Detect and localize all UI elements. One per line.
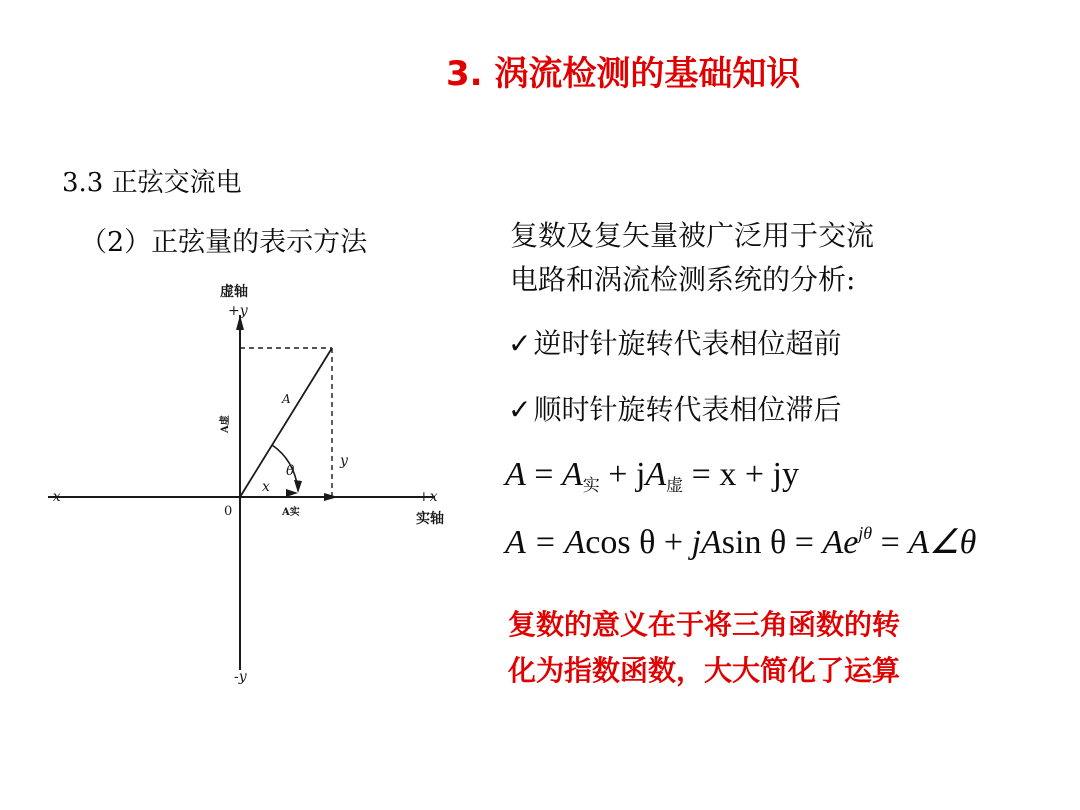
x-projection-arrowhead: [286, 489, 298, 497]
angle-arc-arrowhead: [294, 480, 302, 493]
formula-subscript: 虚: [666, 476, 684, 496]
formula-subscript: 实: [582, 476, 600, 496]
minus-x-label: -x: [48, 489, 61, 505]
formula-operator: =: [786, 524, 823, 561]
intro-paragraph: [510, 214, 1030, 302]
plus-y-label: +y: [228, 303, 248, 319]
formula-symbol: jA: [691, 524, 722, 561]
slide-title: 3. 涡流检测的基础知识: [446, 54, 801, 94]
formula-operator: =: [872, 524, 909, 561]
bullet-phase-lead: [508, 322, 841, 362]
bullet-text: 顺时针旋转代表相位滞后: [533, 393, 842, 426]
intro-line-2: 电路和涡流检测系统的分析:: [510, 263, 856, 296]
formula-rectangular: [505, 456, 799, 496]
note-paragraph: [508, 602, 900, 694]
formula-operator: +: [655, 524, 692, 561]
formula-symbol: A: [564, 524, 586, 561]
bullet-text: 逆时针旋转代表相位超前: [533, 327, 842, 360]
formula-symbol: j: [635, 456, 646, 493]
x-label: x: [262, 479, 270, 495]
real-axis-arrowhead: [324, 493, 338, 501]
formula-exponent: jθ: [858, 523, 873, 543]
formula-sin: sin θ: [721, 524, 787, 561]
a-imaginary-label: A虚: [220, 415, 231, 433]
formula-operator: +: [608, 456, 628, 493]
formula-rhs: = x + jy: [691, 456, 799, 493]
bullet-phase-lag: [508, 388, 841, 428]
minus-y-label: -y: [234, 669, 247, 685]
note-line-2: 化为指数函数，大大简化了运算: [508, 654, 901, 687]
theta-label: θ: [286, 463, 295, 479]
formula-lhs: A =: [505, 524, 565, 561]
section-heading: 3.3 正弦交流电: [62, 168, 242, 198]
formula-symbol: A: [645, 456, 667, 493]
checkmark-icon: ✓: [508, 327, 532, 360]
formula-symbol: Ae: [822, 524, 859, 561]
a-real-label: A实: [282, 507, 300, 518]
formula-polar: [505, 522, 976, 562]
complex-plane-diagram: [40, 275, 460, 695]
note-line-1: 复数的意义在于将三角函数的转: [508, 608, 901, 641]
real-axis-label: 实轴: [416, 511, 444, 527]
formula-symbol: A: [561, 456, 583, 493]
origin-label: 0: [224, 504, 233, 519]
formula-angle: A∠θ: [908, 524, 977, 561]
formula-operator: =: [534, 456, 554, 493]
vector-a-label: A: [282, 392, 291, 406]
checkmark-icon: ✓: [508, 393, 532, 426]
formula-symbol: A: [505, 456, 526, 493]
y-label: y: [340, 453, 348, 469]
intro-line-1: 复数及复矢量被广泛用于交流: [510, 219, 875, 252]
imaginary-axis-label: 虚轴: [220, 284, 248, 300]
formula-cos: cos θ: [585, 524, 656, 561]
plus-x-label: +x: [418, 489, 438, 505]
subsection-heading: （2）正弦量的表示方法: [80, 227, 368, 258]
